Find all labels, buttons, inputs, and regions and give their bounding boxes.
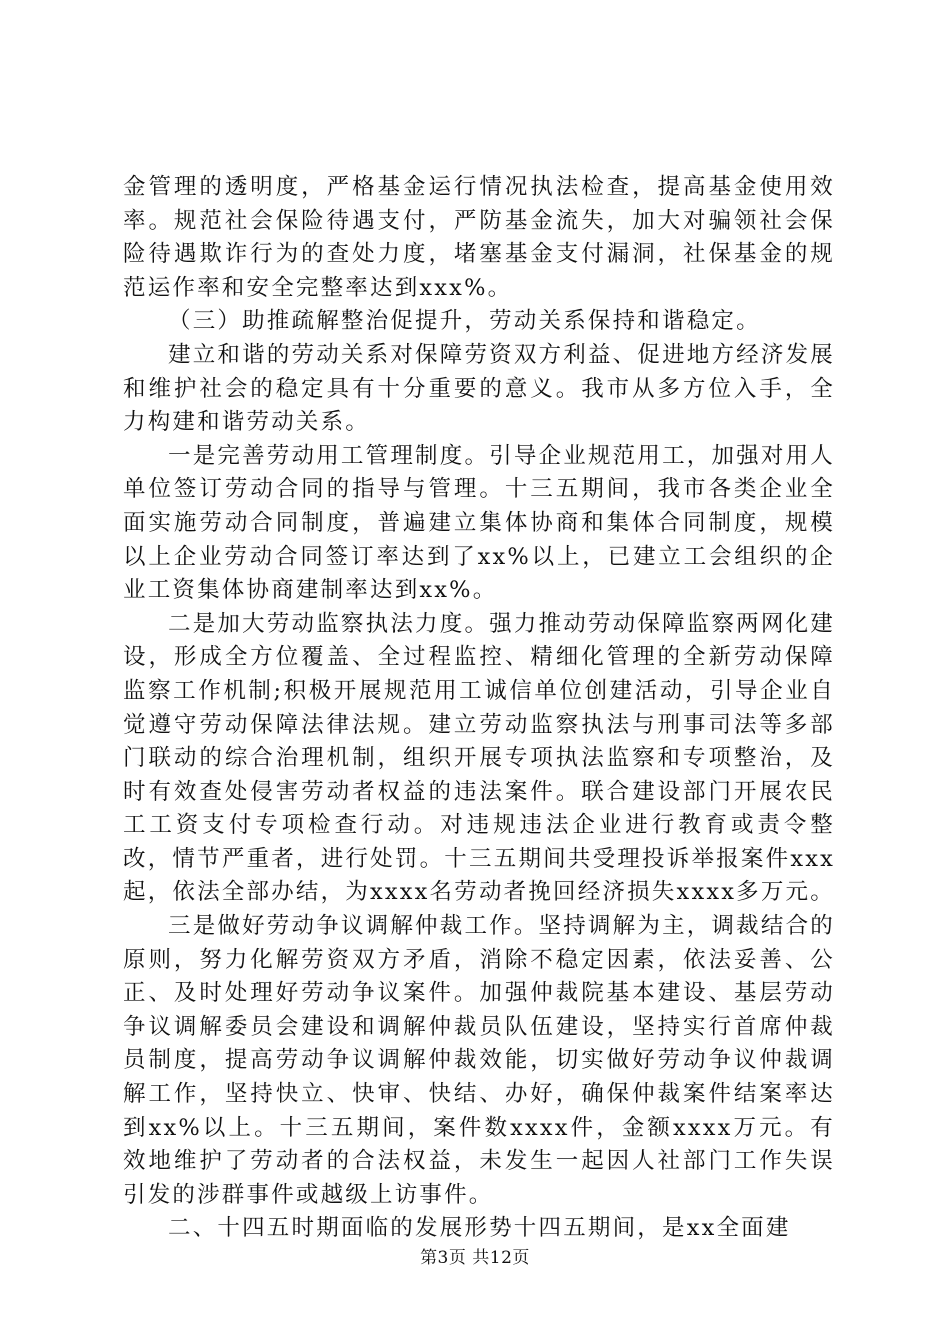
paragraph-harmonious-relations: 建立和谐的劳动关系对保障劳资双方利益、促进地方经济发展和维护社会的稳定具有十分重要的意义。我市从多方位入手，全力构建和谐劳动关系。 [123,341,835,436]
paragraph-dispute-arbitration: 三是做好劳动争议调解仲裁工作。坚持调解为主，调裁结合的原则，努力化解劳资双方矛盾，消除不稳定因素，依法妥善、公正、及时处理好劳动争议案件。加强仲裁院基本建设、基层劳动争议调解委员会建设和调解仲裁员队伍建设，坚持实行首席仲裁员制度，提高劳动争议调解仲裁效能，切实做好劳动争议仲裁调解工作，坚持快立、快审、快结、办好，确保仲裁案件结案率达到xx%以上。十三五期间，案件数xxxx件，金额xxxx万元。有效地维护了劳动者的合法权益，未发生一起因人社部门工作失误引发的涉群事件或越级上访事件。 [123,913,835,1208]
paragraph-development-outlook: 二、十四五时期面临的发展形势十四五期间，是xx全面建 [168,1215,791,1242]
document-body [123,171,835,1246]
paragraph-labor-inspection: 二是加大劳动监察执法力度。强力推动劳动保障监察两网化建设，形成全方位覆盖、全过程监控、精细化管理的全新劳动保障监察工作机制;积极开展规范用工诚信单位创建活动，引导企业自觉遵守劳动保障法律法规。建立劳动监察执法与刑事司法等多部门联动的综合治理机制，组织开展专项执法监察和专项整治，及时有效查处侵害劳动者权益的违法案件。联合建设部门开展农民工工资支付专项检查行动。对违规违法企业进行教育或责令整改，情节严重者，进行处罚。十三五期间共受理投诉举报案件xxx起，依法全部办结，为xxxx名劳动者挽回经济损失xxxx多万元。 [123,610,835,906]
paragraph-fund-management: 金管理的透明度，严格基金运行情况执法检查，提高基金使用效率。规范社会保险待遇支付，严防基金流失，加大对骗领社会保险待遇欺诈行为的查处力度，堵塞基金支付漏洞，社保基金的规范运作率和安全完整率达到xxx%。 [123,174,835,301]
page-footer: 第3页 共12页 [420,1248,530,1268]
section-heading-labor-relations: （三）助推疏解整治促提升，劳动关系保持和谐稳定。 [168,308,761,335]
paragraph-employment-system: 一是完善劳动用工管理制度。引导企业规范用工，加强对用人单位签订劳动合同的指导与管理。十三五期间，我市各类企业全面实施劳动合同制度，普遍建立集体协商和集体合同制度，规模以上企业劳动合同签订率达到了xx%以上，已建立工会组织的企业工资集体协商建制率达到xx%。 [123,442,835,604]
